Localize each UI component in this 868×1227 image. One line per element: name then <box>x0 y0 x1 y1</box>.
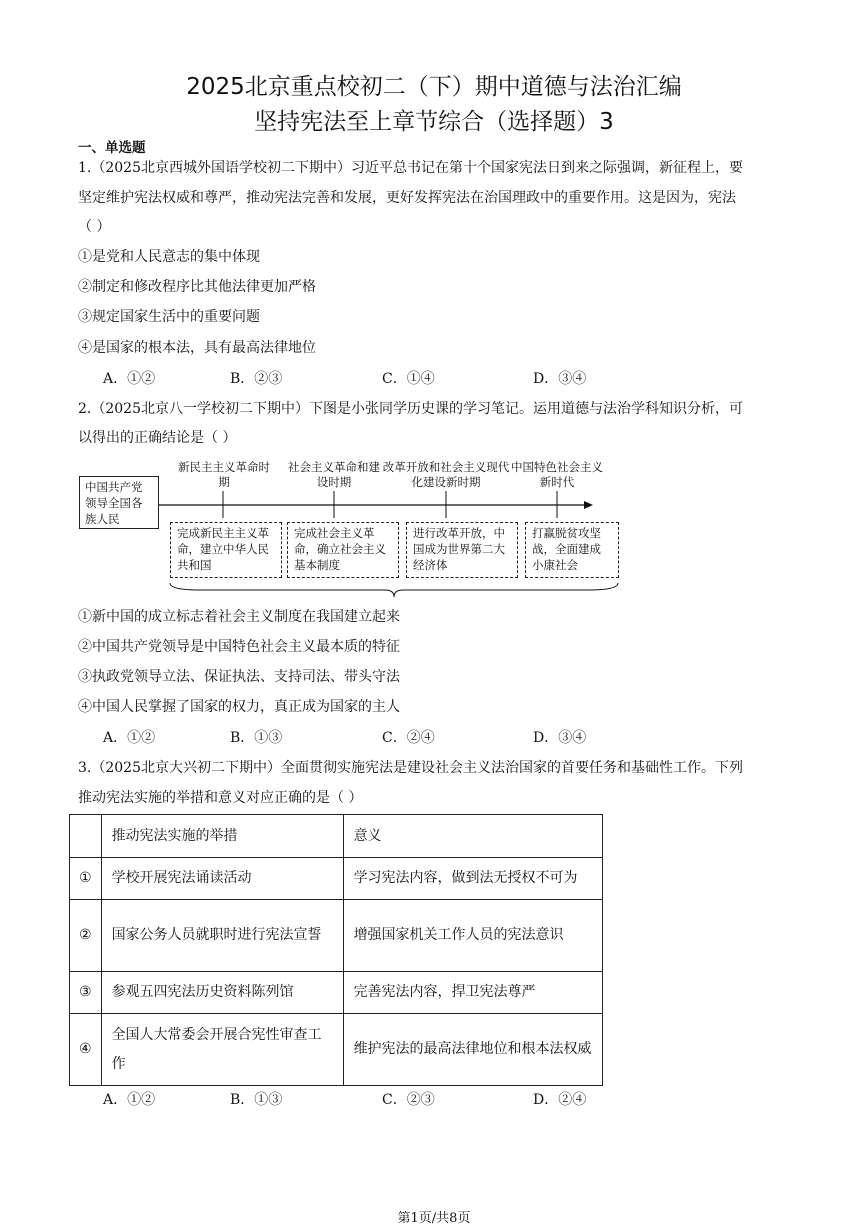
timeline-achievement-3: 进行改革开放，中国成为世界第二大经济体 <box>406 522 518 578</box>
q3-option-a[interactable]: A．①② <box>103 1092 156 1108</box>
table-header-cell: 意义 <box>343 815 602 858</box>
table-row <box>70 1014 603 1086</box>
q1-stem-line1: 1.（2025北京西城外国语学校初二下期中）习近平总书记在第十个国家宪法日到来之际强调，新征程上，要 <box>78 160 743 176</box>
table-cell: ④ <box>70 1014 102 1086</box>
document-subtitle: 坚持宪法至上章节综合（选择题）3 <box>254 109 614 135</box>
timeline-achievement-4: 打赢脱贫攻坚战，全面建成小康社会 <box>525 522 619 578</box>
q1-item-4: ④是国家的根本法，具有最高法律地位 <box>78 340 316 356</box>
q2-item-3: ③执政党领导立法、保证执法、支持司法、带头守法 <box>78 669 400 685</box>
q1-option-a[interactable]: A．①② <box>103 371 156 387</box>
timeline-arrowhead <box>584 501 593 509</box>
timeline-period-4: 中国特色社会主义新时代 <box>511 460 603 489</box>
table-cell: 参观五四宪法历史资料陈列馆 <box>101 972 343 1014</box>
q2-option-c[interactable]: C．②④ <box>382 730 435 746</box>
timeline-period-2: 社会主义革命和建设时期 <box>288 460 380 489</box>
table-row <box>70 972 603 1014</box>
timeline-brace <box>170 583 618 597</box>
table-header-cell: 推动宪法实施的举措 <box>101 815 343 858</box>
q2-item-2: ②中国共产党领导是中国特色社会主义最本质的特征 <box>78 639 400 655</box>
timeline-start-box: 中国共产党领导全国各族人民 <box>79 476 159 529</box>
table-header-cell <box>70 815 102 858</box>
table-cell: ② <box>70 900 102 972</box>
table-row <box>70 858 603 900</box>
q3-stem-line1: 3.（2025北京大兴初二下期中）全面贯彻实施宪法是建设社会主义法治国家的首要任务和基础性工作。下列 <box>78 760 743 776</box>
q2-item-4: ④中国人民掌握了国家的权力，真正成为国家的主人 <box>78 699 400 715</box>
q1-option-b[interactable]: B．②③ <box>230 371 283 387</box>
document-title: 2025北京重点校初二（下）期中道德与法治汇编 <box>186 74 682 100</box>
q1-stem-line3: （ ） <box>78 219 111 235</box>
page-number: 第1页/共8页 <box>397 1211 471 1226</box>
q3-option-b[interactable]: B．①③ <box>230 1092 283 1108</box>
table-cell: ③ <box>70 972 102 1014</box>
timeline-achievement-2: 完成社会主义革命，确立社会主义基本制度 <box>287 522 399 578</box>
table-row <box>70 900 603 972</box>
q2-option-b[interactable]: B．①③ <box>230 730 283 746</box>
timeline-period-3: 改革开放和社会主义现代化建设新时期 <box>382 460 510 489</box>
table-cell: 国家公务人员就职时进行宪法宣誓 <box>101 900 343 972</box>
q2-option-a[interactable]: A．①② <box>103 730 156 746</box>
q3-option-d[interactable]: D．②④ <box>533 1092 587 1108</box>
q1-option-d[interactable]: D．③④ <box>533 371 587 387</box>
q2-item-1: ①新中国的成立标志着社会主义制度在我国建立起来 <box>78 609 400 625</box>
table-cell: 学校开展宪法诵读活动 <box>101 858 343 900</box>
q1-item-3: ③规定国家生活中的重要问题 <box>78 309 260 325</box>
measures-table <box>69 814 603 1086</box>
q2-stem-line1: 2.（2025北京八一学校初二下期中）下图是小张同学历史课的学习笔记。运用道德与法治学科知识分析，可 <box>78 401 743 417</box>
table-cell: 全国人大常委会开展合宪性审查工作 <box>101 1014 343 1086</box>
table-cell: ① <box>70 858 102 900</box>
q3-stem-line2: 推动宪法实施的举措和意义对应正确的是（ ） <box>78 790 363 806</box>
q2-stem-line2: 以得出的正确结论是（ ） <box>78 430 237 446</box>
timeline-achievement-1: 完成新民主主义革命，建立中华人民共和国 <box>170 522 282 578</box>
table-cell: 完善宪法内容，捍卫宪法尊严 <box>343 972 602 1014</box>
table-cell: 增强国家机关工作人员的宪法意识 <box>343 900 602 972</box>
q1-option-c[interactable]: C．①④ <box>382 371 435 387</box>
table-cell: 维护宪法的最高法律地位和根本法权威 <box>343 1014 602 1086</box>
table-cell: 学习宪法内容，做到法无授权不可为 <box>343 858 602 900</box>
table-header-row <box>70 815 603 858</box>
q1-stem-line2: 坚定维护宪法权威和尊严，推动宪法完善和发展，更好发挥宪法在治国理政中的重要作用。这是因为，宪法 <box>78 190 736 206</box>
q1-item-1: ①是党和人民意志的集中体现 <box>78 249 260 265</box>
q2-option-d[interactable]: D．③④ <box>533 730 587 746</box>
q1-item-2: ②制定和修改程序比其他法律更加严格 <box>78 279 316 295</box>
section-heading: 一、单选题 <box>78 140 146 156</box>
q3-option-c[interactable]: C．②③ <box>382 1092 435 1108</box>
timeline-period-1: 新民主主义革命时期 <box>178 460 270 489</box>
